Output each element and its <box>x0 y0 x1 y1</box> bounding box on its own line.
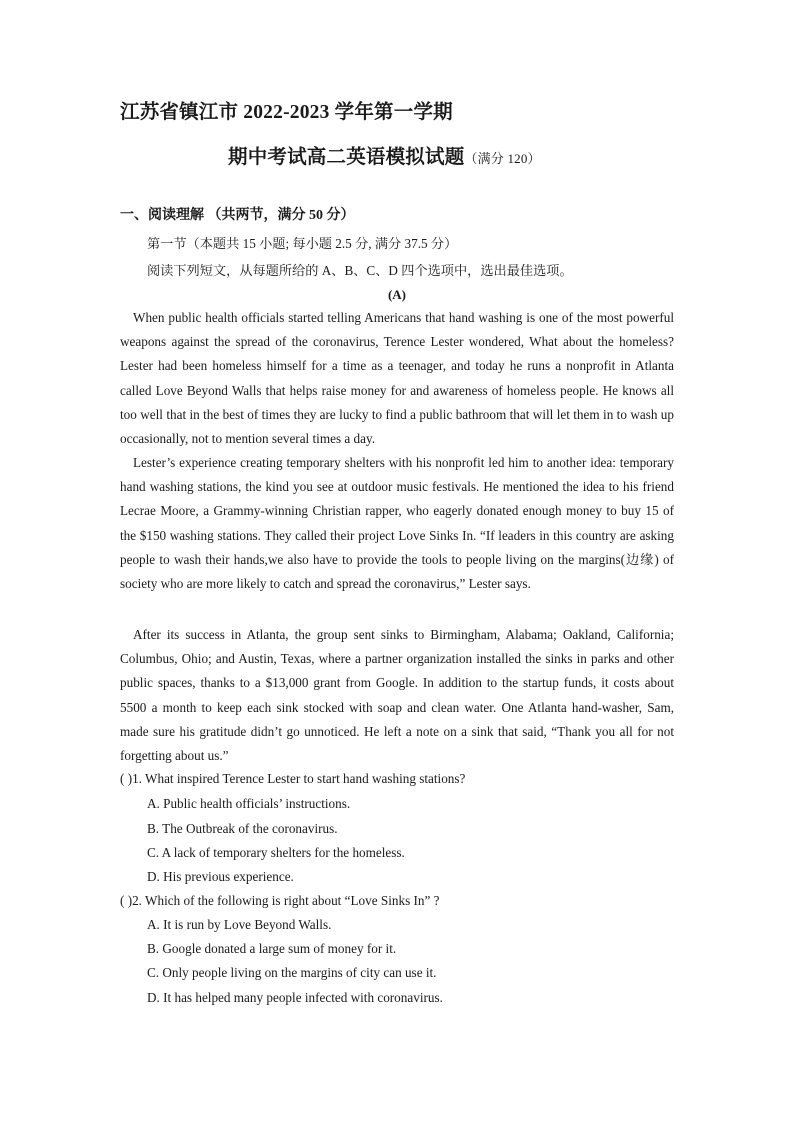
passage-paragraph-2: Lester’s experience creating temporary shelters with his nonprofit led him to another idea: temporary hand washing stations, the kind you see at outdoor music festivals. He mentioned the idea to his friend Lecrae Moore, a Grammy-winning Christian rapper, who eagerly donated enough money to buy 15 of the $150 washing stations. They called their project Love Sinks In. “If leaders in this country are asking people to wash their hands,we also have to provide the tools to people living on the margins(边缘) of society who are more likely to catch and spread the coronavirus,” Lester says. <box>120 455 674 592</box>
question-2-stem: ( )2. Which of the following is right about “Love Sinks In” ? <box>120 893 440 908</box>
question-2-option-a: A. It is run by Love Beyond Walls. <box>147 917 332 932</box>
question-1-stem: ( )1. What inspired Terence Lester to start hand washing stations? <box>120 771 466 786</box>
exam-title-line1: 江苏省镇江市 2022-2023 学年第一学期 <box>120 102 453 123</box>
question-2-option-b: B. Google donated a large sum of money for it. <box>147 941 397 956</box>
question-1-option-a: A. Public health officials’ instructions. <box>147 796 351 811</box>
question-1-option-b: B. The Outbreak of the coronavirus. <box>147 821 338 836</box>
passage-paragraph-3: After its success in Atlanta, the group sent sinks to Birmingham, Alabama; Oakland, California; Columbus, Ohio; and Austin, Texas, where a partner organization installed the sinks in parks and other public spaces, thanks to a $13,000 grant from Google. In addition to the startup funds, it costs about 5500 a month to keep each sink stocked with soap and clean water. One Atlanta hand-washer, Sam, made sure his gratitude didn’t go unnoticed. He left a note on a sink that said, “Thank you all for not forgetting about us.” <box>120 627 674 764</box>
exam-title-text: 期中考试高二英语模拟试题 <box>228 147 465 168</box>
full-score-note: （满分 120） <box>464 151 541 166</box>
passage-label: (A) <box>387 287 407 302</box>
question-2-option-c: C. Only people living on the margins of city can use it. <box>147 965 437 980</box>
passage-paragraph-1: When public health officials started telling Americans that hand washing is one of the most powerful weapons against the spread of the coronavirus, Terence Lester wondered, What about the homeless? Lester had been homeless himself for a time as a teenager, and today he runs a nonprofit in Atlanta called Love Beyond Walls that helps raise money for and awareness of homeless people. He knows all too well that in the best of times they are lucky to find a public bathroom that will let them in to wash up occasionally, not to mention several times a day. <box>120 310 674 447</box>
question-1-option-d: D. His previous experience. <box>147 869 294 884</box>
question-2-option-d: D. It has helped many people infected with coronavirus. <box>147 990 443 1005</box>
instruction-text: 阅读下列短文，从每题所给的 A、B、C、D 四个选项中，选出最佳选项。 <box>147 263 573 278</box>
exam-title-line2 <box>228 141 541 169</box>
section-heading: 一、阅读理解 （共两节，满分 50 分） <box>120 208 355 223</box>
question-1-option-c: C. A lack of temporary shelters for the homeless. <box>147 845 405 860</box>
subsection-heading: 第一节（本题共 15 小题; 每小题 2.5 分, 满分 37.5 分） <box>147 236 458 251</box>
